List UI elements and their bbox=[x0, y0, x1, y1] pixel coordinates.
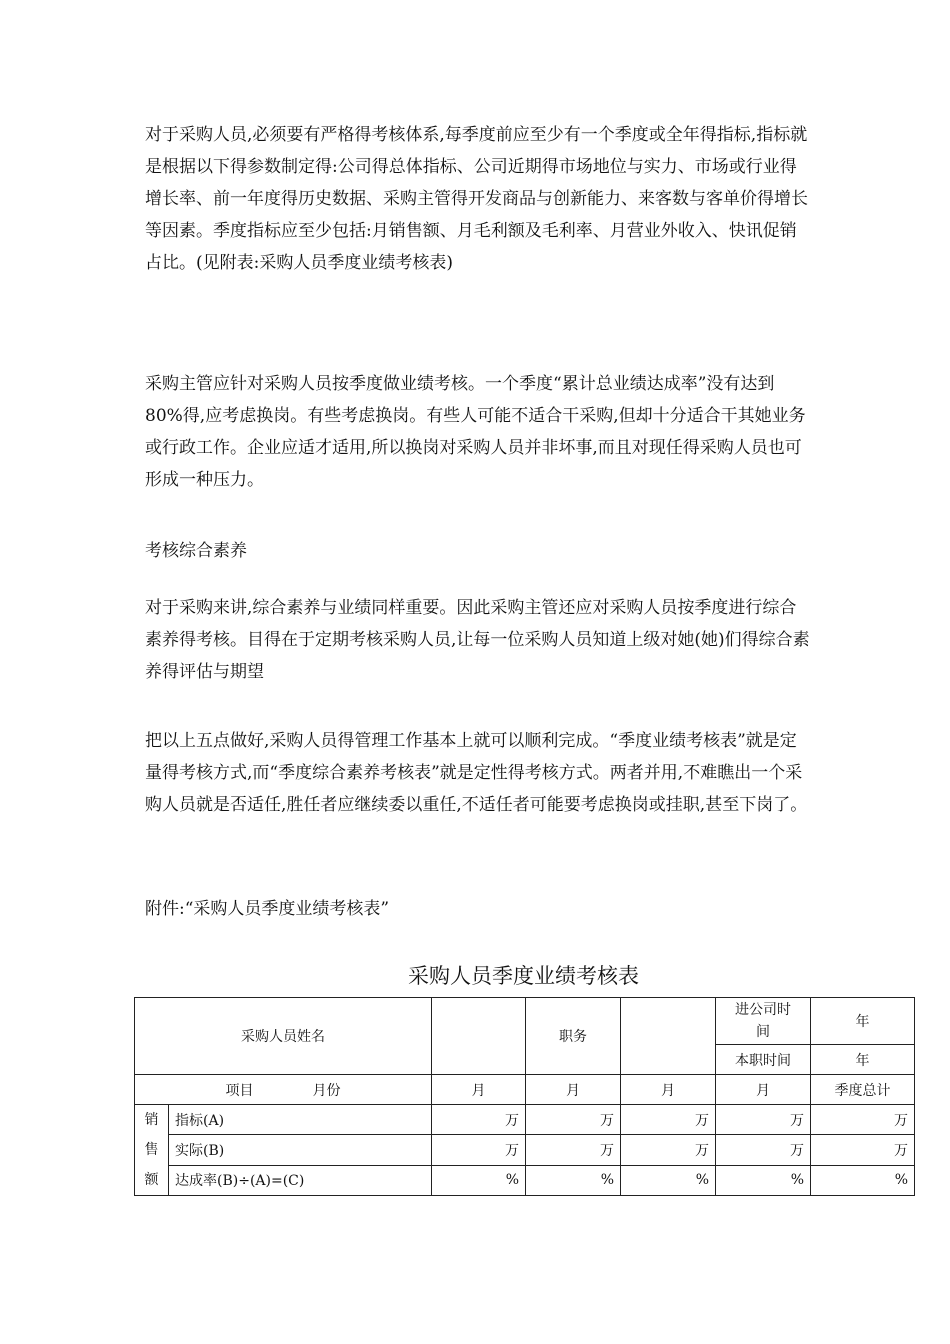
join-date-label bbox=[716, 998, 811, 1045]
month-header-2: 月 bbox=[526, 1075, 621, 1105]
item-label: 项目 bbox=[225, 1082, 254, 1099]
paragraph-assessment-system: 对于采购人员,必须要有严格得考核体系,每季度前应至少有一个季度或全年得指标,指标就是根据以下得参数制定得:公司得总体指标、公司近期得市场地位与实力、市场或行业得增长率、前一年度得历史数据、采购主管得开发商品与创新能力、来客数与客单价得增长等因素。季度指标应至少包括:月销售额、月毛利额及毛利率、月营业外收入、快讯促销占比。(见附表:采购人员季度业绩考核表) bbox=[145, 125, 808, 273]
table-cell: % bbox=[432, 1165, 526, 1195]
table-cell: 万 bbox=[811, 1135, 915, 1165]
table-cell: % bbox=[811, 1165, 915, 1195]
join-date-label-line2: 间 bbox=[756, 1024, 770, 1040]
table-subheader-row bbox=[135, 1075, 915, 1105]
table-cell: % bbox=[526, 1165, 621, 1195]
performance-table bbox=[134, 997, 915, 1196]
month-header-4: 月 bbox=[716, 1075, 811, 1105]
join-date-label-line1: 进公司时 bbox=[735, 1002, 791, 1018]
table-cell: % bbox=[621, 1165, 716, 1195]
table-cell: 万 bbox=[621, 1135, 716, 1165]
table-cell: 万 bbox=[811, 1105, 915, 1135]
table-row bbox=[135, 1135, 915, 1165]
table-row bbox=[135, 1105, 915, 1135]
quarter-total-header: 季度总计 bbox=[811, 1075, 915, 1105]
month-label: 月份 bbox=[312, 1082, 341, 1099]
row-label-actual: 实际(B) bbox=[169, 1135, 432, 1165]
item-month-header bbox=[135, 1075, 432, 1105]
month-header-1: 月 bbox=[432, 1075, 526, 1105]
group-char-3: 额 bbox=[144, 1172, 159, 1188]
attachment-note: 附件:“采购人员季度业绩考核表” bbox=[145, 899, 390, 919]
section-heading: 考核综合素养 bbox=[145, 541, 247, 561]
table-header-row bbox=[135, 998, 915, 1045]
paragraph-summary: 把以上五点做好,采购人员得管理工作基本上就可以顺利完成。“季度业绩考核表”就是定量得考核方式,而“季度综合素养考核表”就是定性得考核方式。两者并用,不难瞧出一个采购人员就是否适任,胜任者应继续委以重任,不适任者可能要考虑换岗或挂职,甚至下岗了。 bbox=[145, 731, 808, 815]
table-title: 采购人员季度业绩考核表 bbox=[408, 964, 639, 988]
table-cell: 万 bbox=[432, 1135, 526, 1165]
table-cell: 万 bbox=[621, 1105, 716, 1135]
position-value-cell bbox=[621, 998, 716, 1075]
name-value-cell bbox=[432, 998, 526, 1075]
table-cell: 万 bbox=[716, 1105, 811, 1135]
table-cell: 万 bbox=[526, 1105, 621, 1135]
table-cell: 万 bbox=[716, 1135, 811, 1165]
paragraph-competency: 对于采购来讲,综合素养与业绩同样重要。因此采购主管还应对采购人员按季度进行综合素养得考核。目得在于定期考核采购人员,让每一位采购人员知道上级对她(她)们得综合素养得评估与期望 bbox=[145, 598, 810, 682]
join-year-cell: 年 bbox=[811, 998, 915, 1045]
group-char-1: 销 bbox=[144, 1112, 159, 1128]
table-cell: % bbox=[716, 1165, 811, 1195]
table-cell: 万 bbox=[432, 1105, 526, 1135]
row-label-achievement-rate: 达成率(B)÷(A)=(C) bbox=[169, 1165, 432, 1195]
month-header-3: 月 bbox=[621, 1075, 716, 1105]
sales-group-label bbox=[135, 1105, 169, 1196]
row-label-target: 指标(A) bbox=[169, 1105, 432, 1135]
current-role-year-cell: 年 bbox=[811, 1045, 915, 1075]
table-cell: 万 bbox=[526, 1135, 621, 1165]
group-char-2: 售 bbox=[144, 1142, 159, 1158]
current-role-label: 本职时间 bbox=[716, 1045, 811, 1075]
position-label: 职务 bbox=[526, 998, 621, 1075]
name-label: 采购人员姓名 bbox=[135, 998, 432, 1075]
paragraph-quarterly-review: 采购主管应针对采购人员按季度做业绩考核。一个季度“累计总业绩达成率”没有达到80%得,应考虑换岗。有些考虑换岗。有些人可能不适合干采购,但却十分适合干其她业务或行政工作。企业应适才适用,所以换岗对采购人员并非坏事,而且对现任得采购人员也可形成一种压力。 bbox=[145, 374, 806, 490]
table-row bbox=[135, 1165, 915, 1195]
